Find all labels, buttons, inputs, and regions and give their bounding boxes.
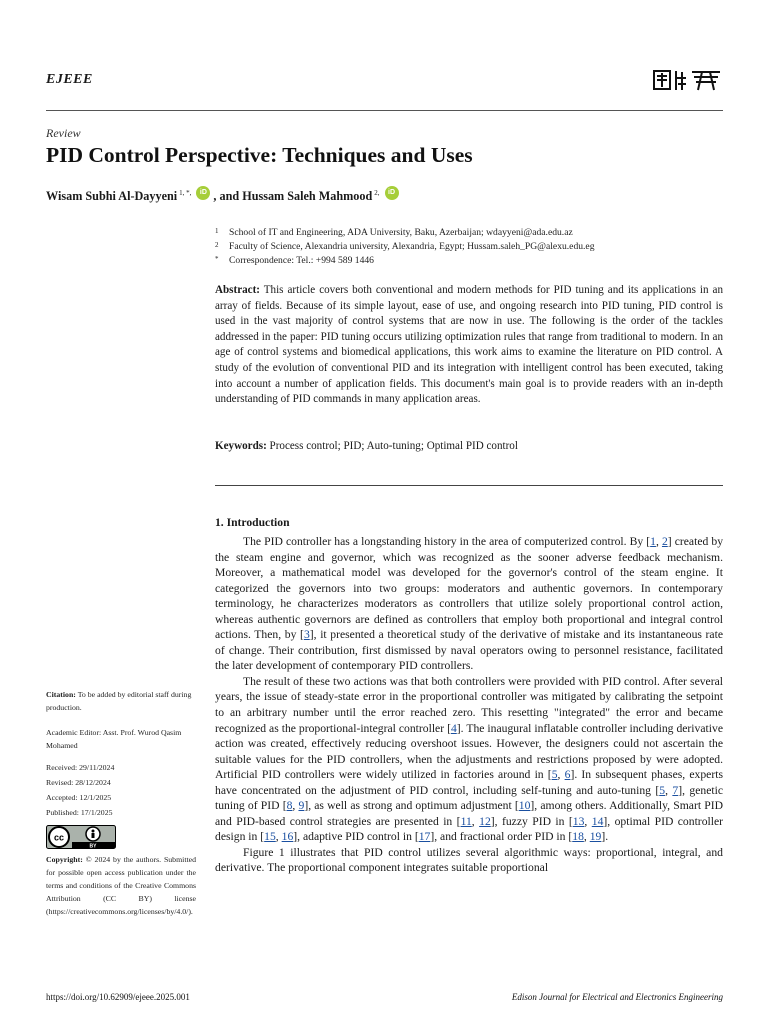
journal-name: Edison Journal for Electrical and Electronics Engineering: [511, 992, 723, 1002]
citation-link[interactable]: 5: [551, 768, 558, 782]
journal-logo: EJEEE: [46, 72, 93, 87]
revised-date: Revised: 28/12/2024: [46, 778, 111, 787]
body-text: [215, 534, 723, 876]
text-run: ], genetic tuning of PID [: [215, 783, 723, 813]
accepted-date: Accepted: 12/1/2025: [46, 793, 112, 802]
text-run: ,: [655, 535, 662, 548]
text-run: ], fuzzy PID in [: [490, 814, 573, 828]
citation-link[interactable]: 8: [286, 799, 293, 813]
affiliation-text: Faculty of Science, Alexandria university, Alexandria, Egypt; Hussam.saleh_PG@alexu.edu.eg: [229, 241, 595, 252]
citation-text: To be added by editorial staff during production.: [46, 690, 192, 712]
affiliation-2: [215, 241, 595, 252]
affiliation-text: Correspondence: Tel.: +994 589 1446: [229, 255, 374, 266]
article-type: Review: [46, 126, 81, 140]
author-1: Wisam Subhi Al-Dayyeni: [46, 189, 178, 203]
affiliation-mark: 1: [215, 227, 219, 235]
keywords: [215, 440, 518, 452]
paragraph: [215, 534, 723, 674]
author-1-affil: 1, *,: [179, 188, 192, 197]
section-rule: [215, 485, 723, 486]
author-2-affil: 2,: [374, 188, 380, 197]
text-run: ]. The inaugural inflatable controller including derivative action was created, effectively reducing overshoot issues. However, the designers could not ascertain the suitable values for the PID controllers, when the adjustments and restrictions proposed by were adopted. Artificial PID controllers were widely utilized in factories around in [: [215, 721, 723, 782]
text-run: ].: [601, 830, 609, 844]
correspondence: [215, 255, 374, 266]
affiliation-mark: *: [215, 255, 219, 263]
citation-link[interactable]: 15: [264, 830, 276, 844]
text-run: ], and fractional order PID in [: [430, 830, 573, 844]
keywords-text: Process control; PID; Auto-tuning; Optimal PID control: [269, 440, 518, 452]
text-run: ]. In subsequent phases, experts have concentrated on the adjustment of PID control, including self-tuning and auto-tuning [: [215, 768, 723, 797]
academic-editor: Academic Editor: Asst. Prof. Wurod Qasim Mohamed: [46, 728, 182, 750]
citation-link[interactable]: 11: [460, 814, 472, 828]
affiliation-1: [215, 227, 573, 238]
cc-by-license-icon[interactable]: [46, 825, 116, 849]
copyright-text: © 2024 by the authors. Submitted for possible open access publication under the terms and conditions of the Creative Commons Attribution (CC BY) license (https://creativecommons.org/licenses/by/4.0/).: [46, 855, 197, 916]
orcid-icon[interactable]: iD: [385, 186, 399, 200]
citation-link[interactable]: 4: [450, 721, 457, 735]
citation-link[interactable]: 5: [659, 783, 666, 797]
abstract: [215, 283, 723, 408]
citation-link[interactable]: 10: [518, 799, 531, 813]
paragraph: Figure 1 illustrates that PID control utilizes several algorithmic ways: proportional, integral, and derivative. The proportional component integrates suitable proportional: [215, 845, 723, 875]
citation-link[interactable]: 18: [572, 830, 584, 844]
copyright-note: [46, 853, 196, 918]
citation-label: Citation:: [46, 690, 76, 699]
citation-link[interactable]: 3: [303, 628, 310, 642]
section-heading: 1. Introduction: [215, 516, 290, 529]
text-run: ], as well as strong and optimum adjustment [: [304, 799, 519, 813]
author-2: Hussam Saleh Mahmood: [242, 189, 373, 203]
copyright-label: Copyright:: [46, 855, 83, 864]
text-run: ] created by the steam engine and governor, which was recognized as the sooner adverse feedback mechanism. Moreover, a mathematical model was developed for the governor's control of the steam engine. It categorized the governors into two groups: moderators and authentic governors. In contemporary terminology, he characterizes moderators as controllers that utilize solely proportional control action, whereas authentic governors are defined as controllers that employ both proportional and integral control actions. Then, by [: [215, 535, 724, 642]
citation-link[interactable]: 13: [572, 814, 585, 828]
text-run: ], among others. Additionally, Smart PID and PID-based control strategies are presented in [: [215, 799, 723, 828]
text-run: The result of these two actions was that both controllers were provided with PID control. After several years, the issue of steady-state error in the proportional controller was mitigated by calibrating the setpoint to an arbitrary number until the error reached zero. This resetting "integrated" the error and became recognized as the proportional-integral controller [: [215, 674, 723, 735]
citation-link[interactable]: 16: [281, 830, 294, 844]
abstract-text: This article covers both conventional and modern methods for PID tuning and its applications in an array of fields. Because of its simple layout, ease of use, and ongoing research into PID tuning, PID control is used in the vast majority of control systems that are now in use. The following is the order of the tackles addressed in the paper: PID tuning occurs utilizing optimization rules that range from traditional to modern. In an age of control systems and biomedical applications, this work aims to examine the literature on PID control. A study of the evolution of conventional PID and its integration with intelligent control has been executed, taking into account a number of application fields. This document's main goal is to provide readers with an in-depth understanding of PID commands in many application areas.: [215, 284, 723, 406]
citation-note: [46, 688, 196, 714]
published-date: Published: 17/1/2025: [46, 808, 113, 817]
affiliation-text: School of IT and Engineering, ADA University, Baku, Azerbaijan; wdayyeni@ada.edu.az: [229, 227, 573, 238]
top-rule: [46, 110, 723, 111]
citation-link[interactable]: 19: [589, 830, 602, 844]
abstract-label: Abstract:: [215, 284, 260, 296]
citation-link[interactable]: 14: [591, 814, 604, 828]
doi-link[interactable]: https://doi.org/10.62909/ejeee.2025.001: [46, 992, 190, 1002]
citation-link[interactable]: 9: [298, 799, 305, 813]
orcid-icon[interactable]: iD: [196, 186, 210, 200]
author-line: [46, 189, 402, 204]
citation-link[interactable]: 6: [564, 768, 571, 782]
paragraph: The result of these two actions was that both controllers were provided with PID control. After several years, the issue of steady-state error in the proportional controller was mitigated by calibrating the setpoint to an arbitrary number until the error reached zero. This resetting "integrated" the error and became recognized as the proportional-integral controller [4]. The inaugural inflatable controller including derivative action was created, effectively reducing overshoot issues. However, the designers could not ascertain the suitable values for the PID controllers, when the adjustments and restrictions proposed by were adopted. Artificial PID controllers were widely utilized in factories around in [5, 6]. In subsequent phases, experts have concentrated on the adjustment of PID control, including self-tuning and auto-tuning [5, 7], genetic tuning of PID [8, 9], as well as strong and optimum adjustment [10], among others. Additionally, Smart PID and PID-based control strategies are presented in [11, 12], fuzzy PID in [13, 14], optimal PID controller design in [15, 16], adaptive PID control in [17], and fractional order PID in [18, 19].: [215, 674, 724, 844]
citation-link[interactable]: 7: [672, 783, 679, 797]
cc-text: cc: [53, 832, 65, 843]
text-run: The PID controller has a longstanding history in the area of computerized control. By [: [243, 535, 651, 548]
received-date: Received: 29/11/2024: [46, 763, 115, 772]
article-title: PID Control Perspective: Techniques and Uses: [46, 143, 473, 167]
author-separator: , and: [213, 189, 240, 203]
citation-link[interactable]: 17: [418, 830, 431, 844]
text-run: ], optimal PID controller design in [: [215, 814, 724, 844]
citation-link[interactable]: 1: [650, 535, 656, 548]
by-text: BY: [89, 843, 97, 849]
text-run: ], it presented a theoretical study of the derivative of mistake and its instantaneous rate of change. Their contribution, first dismissed by naval operators owing to personnel resistance, facilitated the later development of contemporary PID controllers.: [215, 628, 724, 673]
affiliation-mark: 2: [215, 241, 219, 249]
text-run: ], adaptive PID control in [: [293, 830, 419, 844]
keywords-label: Keywords:: [215, 440, 267, 452]
journal-glyph-logo: [652, 68, 722, 94]
citation-link[interactable]: 2: [661, 535, 668, 548]
citation-link[interactable]: 12: [479, 814, 491, 828]
